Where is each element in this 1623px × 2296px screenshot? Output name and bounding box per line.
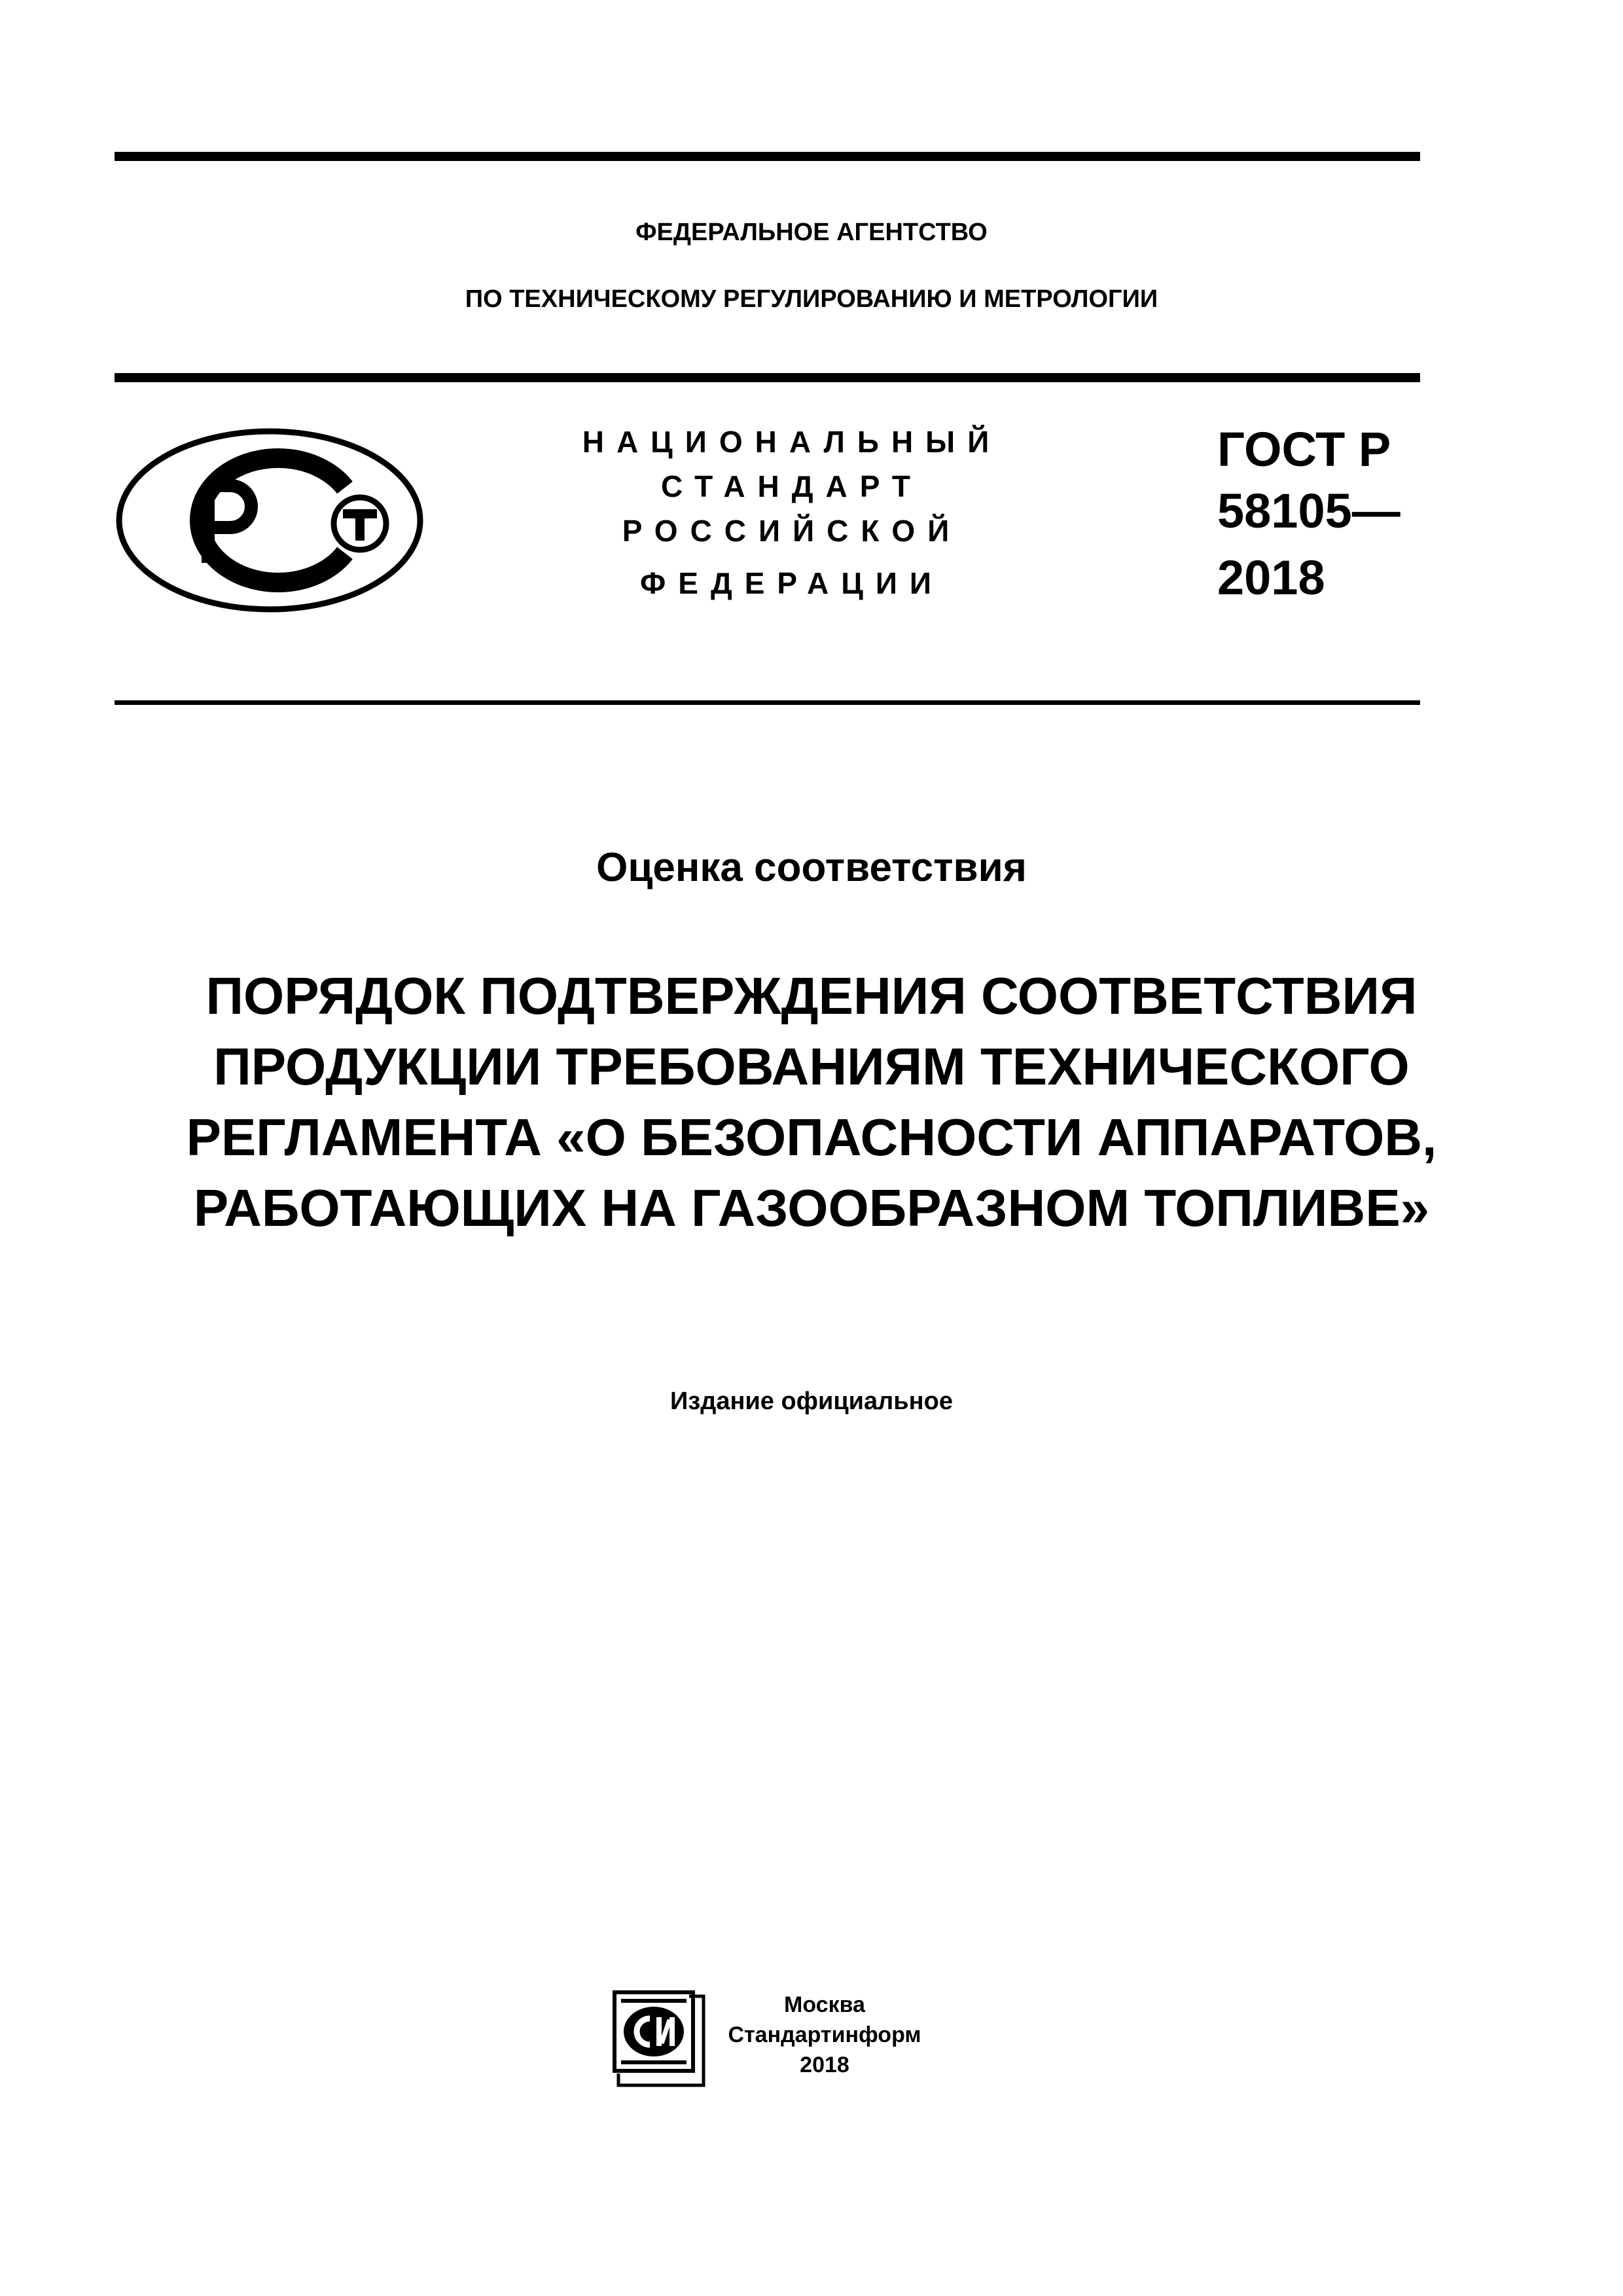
publisher-block [726, 1990, 923, 2080]
standard-type-line2: СТАНДАРТ [661, 469, 923, 503]
top-rule [115, 152, 1420, 161]
publisher-year: 2018 [800, 2053, 849, 2077]
document-title [92, 961, 1531, 1244]
publisher-city: Москва [784, 1992, 865, 2017]
publisher-name: Стандартинформ [728, 2022, 921, 2047]
title-line: ПОРЯДОК ПОДТВЕРЖДЕНИЯ СООТВЕТСТВИЯ [205, 967, 1418, 1025]
standard-type-line4: ФЕДЕРАЦИИ [640, 566, 944, 600]
designation-line2: 58105— [1217, 484, 1400, 538]
designation-line3: 2018 [1217, 550, 1325, 605]
header-rule [115, 373, 1420, 382]
title-line: ПРОДУКЦИИ ТРЕБОВАНИЯМ ТЕХНИЧЕСКОГО [213, 1037, 1410, 1096]
designation-line1: ГОСТ Р [1217, 422, 1391, 476]
title-line: РАБОТАЮЩИХ НА ГАЗООБРАЗНОМ ТОПЛИВЕ» [193, 1179, 1430, 1237]
rst-mark-icon [113, 425, 427, 615]
subject-heading: Оценка соответствия [596, 845, 1027, 890]
edition-label: Издание официальное [670, 1388, 953, 1415]
agency-name-line2: ПО ТЕХНИЧЕСКОМУ РЕГУЛИРОВАНИЮ И МЕТРОЛОГИИ [465, 285, 1158, 313]
standartinform-logo-icon [612, 1990, 707, 2088]
title-line: РЕГЛАМЕНТА «О БЕЗОПАСНОСТИ АППАРАТОВ, [186, 1108, 1437, 1166]
standard-type-line3: РОССИЙСКОЙ [622, 514, 962, 548]
agency-name-line1: ФЕДЕРАЛЬНОЕ АГЕНТСТВО [635, 219, 988, 246]
title-block-rule [115, 700, 1420, 705]
standard-type-line1: НАЦИОНАЛЬНЫЙ [582, 425, 1002, 459]
